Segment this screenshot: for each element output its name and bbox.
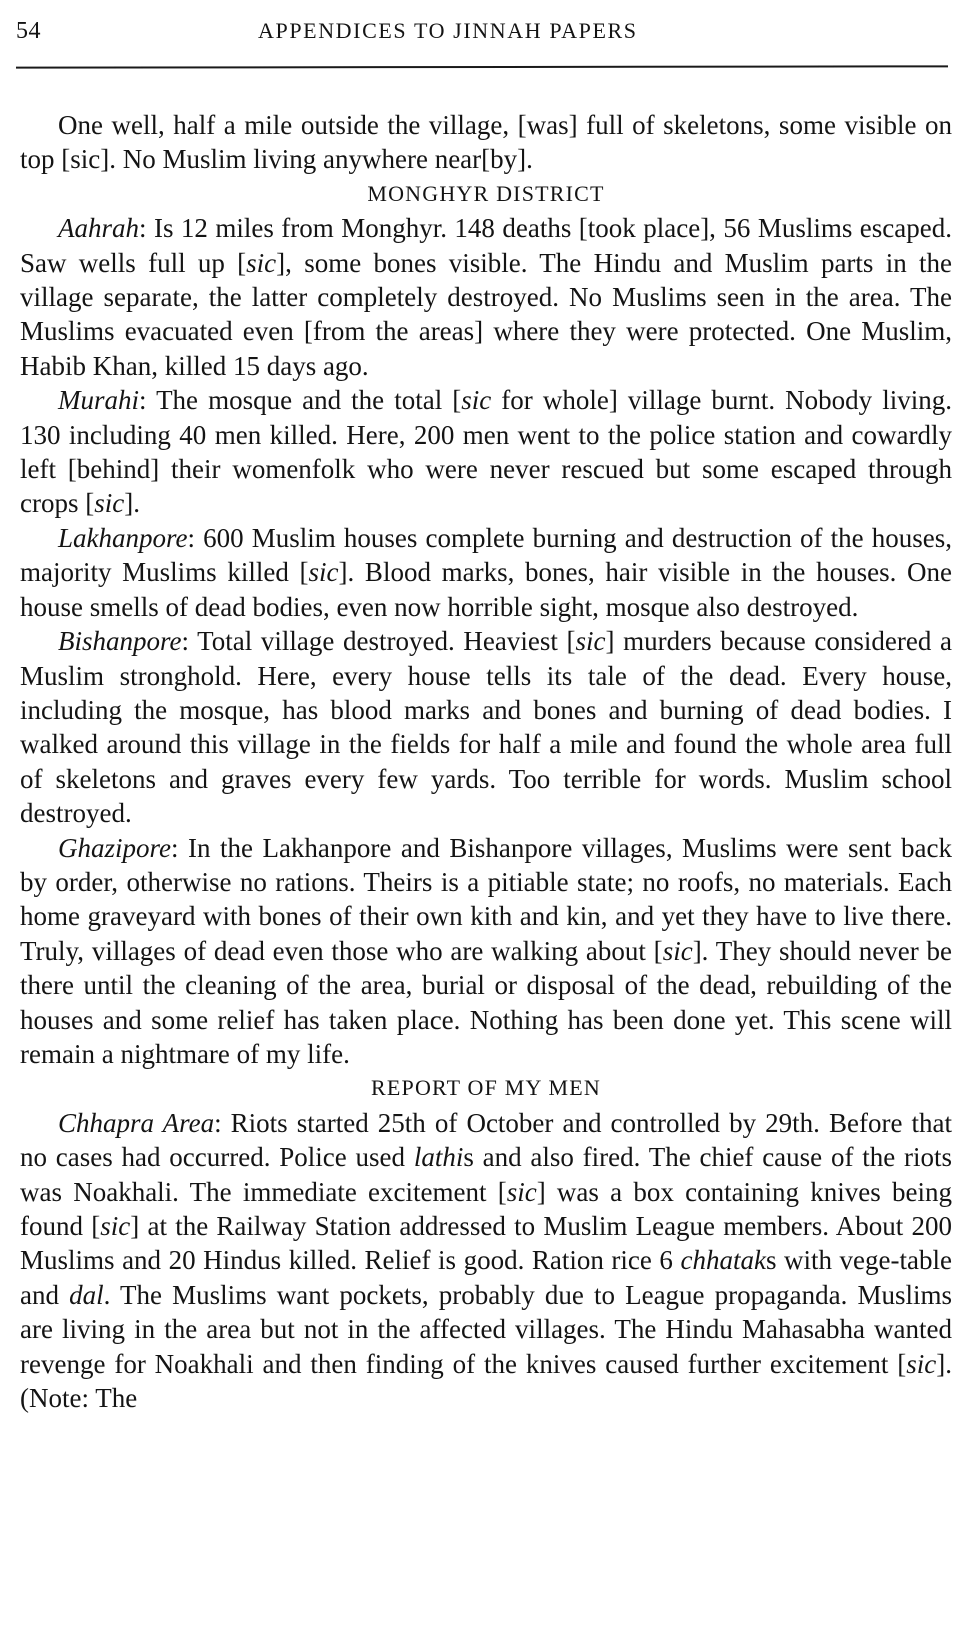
- running-head: APPENDICES TO JINNAH PAPERS: [258, 18, 638, 43]
- paragraph-murahi: Murahi: The mosque and the total [sic for whole] village burnt. Nobody living. 130 including 40 men killed. Here, 200 men went to the police station and cowardly left [behind] their womenfolk who were never rescued but some escaped through crops [sic].: [20, 385, 952, 519]
- place-name: Chhapra Area: [58, 1107, 215, 1138]
- place-name: Murahi: [58, 385, 139, 416]
- paragraph-well: [20, 108, 952, 177]
- header-rule: [16, 65, 948, 68]
- paragraph-lakhanpore: Lakhanpore: 600 Muslim houses complete burning and destruction of the houses, majority Muslims killed [sic]. Blood marks, bones, hair visible in the houses. One house smells of dead bodies, even now horrible sight, mosque also destroyed.: [20, 522, 952, 622]
- page-number: 54: [16, 18, 41, 44]
- place-name: Aahrah: [58, 213, 139, 244]
- section-heading-report: REPORT OF MY MEN: [371, 1075, 601, 1101]
- paragraph-text: One well, half a mile outside the village, [was] full of skeletons, some visible on top [sic]. No Muslim living anywhere near[by].: [20, 110, 952, 175]
- place-name: Bishanpore: [58, 626, 182, 657]
- paragraph-aahrah: Aahrah: Is 12 miles from Monghyr. 148 deaths [took place], 56 Muslims escaped. Saw wells full up [sic], some bones visible. The Hindu and Muslim parts in the village separate, the latter completely destroyed. No Muslims seen in the area. The Muslims evacuated even [from the areas] where they were protected. One Muslim, Habib Khan, killed 15 days ago.: [20, 213, 953, 381]
- place-name: Lakhanpore: [58, 522, 188, 553]
- paragraph-bishanpore: Bishanpore: Total village destroyed. Heaviest [sic] murders because considered a Muslim stronghold. Here, every house tells its tale of the dead. Every house, including the mosque, has blood marks and bones and burning of dead bodies. I walked around this village in the fields for half a mile and found the whole area full of skeletons and graves every few yards. Too terrible for words. Muslim school destroyed.: [20, 626, 952, 829]
- paragraph-chhapra: Chhapra Area: Riots started 25th of October and controlled by 29th. Before that no cases had occurred. Police used lathis and also fired. The chief cause of the riots was Noakhali. The immediate excitement [sic] was a box containing knives being found [sic] at the Railway Station addressed to Muslim League members. About 200 Muslims and 20 Hindus killed. Relief is good. Ration rice 6 chhataks with vege-table and dal. The Muslims want pockets, probably due to League propaganda. Muslims are living in the area but not in the affected villages. The Hindu Mahasabha wanted revenge for Noakhali and then finding of the knives caused further excitement [sic]. (Note: The: [20, 1107, 953, 1414]
- paragraph-ghazipore: Ghazipore: In the Lakhanpore and Bishanpore villages, Muslims were sent back by order, otherwise no rations. Theirs is a pitiable state; no roofs, no materials. Each home graveyard with bones of their own kith and kin, and yet they have to live there. Truly, villages of dead even those who are walking about [sic]. They should never be there until the cleaning of the area, burial or disposal of the dead, rebuilding of the houses and some relief has taken place. Nothing has been done yet. This scene will remain a nightmare of my life.: [20, 832, 952, 1069]
- place-name: Ghazipore: [58, 832, 171, 863]
- section-heading-monghyr: MONGHYR DISTRICT: [367, 180, 605, 206]
- body-text: [20, 108, 952, 1415]
- page-header: [16, 18, 950, 58]
